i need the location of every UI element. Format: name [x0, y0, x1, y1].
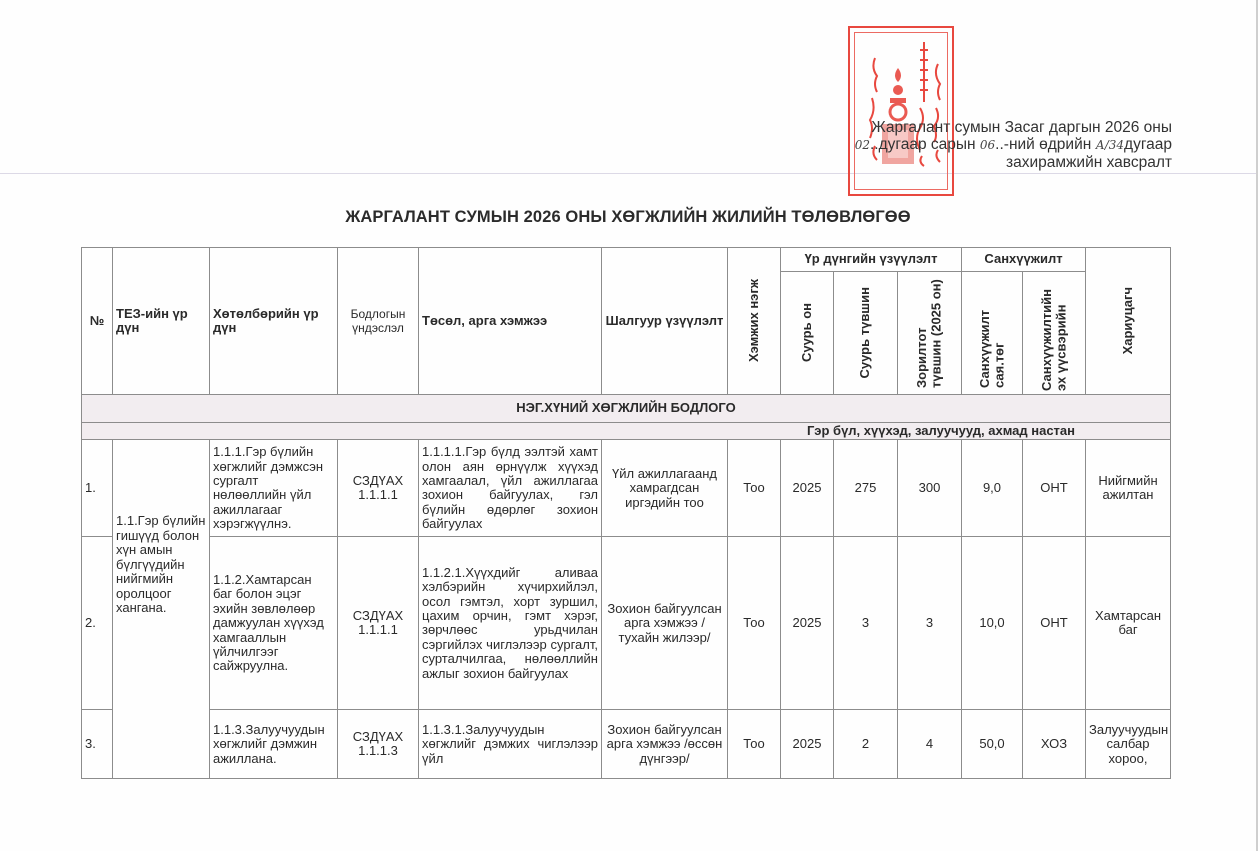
cell-tez-result: 1.1.Гэр бүлийн гишүүд болон хүн амын бүлгүүдийн нийгмийн оролцоог хангана.	[113, 440, 210, 779]
cell-program-result: 1.1.1.Гэр бүлийн хөгжлийг дэмжсэн сургалт нөлөөллийн үйл ажиллагааг хэрэгжүүлнэ.	[210, 440, 338, 537]
table-row	[82, 440, 1171, 537]
header-row-1	[82, 248, 1171, 272]
col-header-base-level	[834, 272, 898, 395]
col-header-unit	[728, 248, 781, 395]
cell-criteria: Зохион байгуулсан арга хэмжээ /өссөн дүнгээр/	[602, 710, 728, 779]
cell-policy-basis: СЗДҮАХ 1.1.1.1	[338, 440, 419, 537]
appendix-line-2: 02..дугаар сарын 06..-ний өдрийн А/34дугаар	[854, 136, 1172, 153]
col-header-funding-amount	[962, 272, 1023, 395]
cell-responsible: Нийгмийн ажилтан	[1086, 440, 1171, 537]
cell-program-result: 1.1.3.Залуучуудын хөгжлийг дэмжин ажиллана.	[210, 710, 338, 779]
handwritten-order-number: А/34	[1095, 138, 1125, 152]
cell-criteria: Зохион байгуулсан арга хэмжээ /тухайн жилээр/	[602, 537, 728, 710]
cell-funding-source: ХОЗ	[1023, 710, 1086, 779]
cell-policy-basis: СЗДҮАХ 1.1.1.3	[338, 710, 419, 779]
cell-unit: Тоо	[728, 710, 781, 779]
appendix-line-1: Жаргалант сумын Засаг даргын 2026 оны	[871, 119, 1172, 136]
section-row	[82, 395, 1171, 423]
cell-base-year: 2025	[781, 537, 834, 710]
cell-base-level: 2	[834, 710, 898, 779]
cell-responsible: Залуучуудын салбар хороо,	[1086, 710, 1171, 779]
appendix-text: -ний өдрийн	[1003, 136, 1092, 153]
cell-base-level: 275	[834, 440, 898, 537]
col-header-responsible	[1086, 248, 1171, 395]
section-heading: НЭГ.ХҮНИЙ ХӨГЖЛИЙН БОДЛОГО	[82, 395, 1171, 423]
cell-base-year: 2025	[781, 710, 834, 779]
handwritten-day: 02	[854, 138, 870, 152]
cell-responsible: Хамтарсан баг	[1086, 537, 1171, 710]
col-header-policy-basis: Бодлогын үндэслэл	[338, 248, 419, 395]
col-header-program-result: Хөтөлбөрийн үр дүн	[210, 248, 338, 395]
funding-amount-header-text: Санхүүжилт сая.төг	[976, 309, 1006, 388]
cell-project-measure: 1.1.3.1.Залуучуудын хөгжлийг дэмжих чиглэлээр үйл	[419, 710, 602, 779]
cell-unit: Тоо	[728, 440, 781, 537]
cell-base-year: 2025	[781, 440, 834, 537]
cell-no: 1.	[82, 440, 113, 537]
table-row	[82, 710, 1171, 779]
cell-base-level: 3	[834, 537, 898, 710]
cell-program-result: 1.1.2.Хамтарсан баг болон эцэг эхийн зөвлөлөөр дамжуулан хүүхэд хамгааллын үйлчилгээг сайжруулна.	[210, 537, 338, 710]
responsible-header-text: Хариуцагч	[1119, 287, 1135, 355]
appendix-reference	[855, 119, 1172, 171]
col-header-base-year	[781, 272, 834, 395]
table-row	[82, 537, 1171, 710]
col-header-project-measure: Төсөл, арга хэмжээ	[419, 248, 602, 395]
cell-no: 2.	[82, 537, 113, 710]
development-plan-table	[81, 247, 1171, 779]
appendix-text: дугаар	[1124, 136, 1172, 153]
col-header-criteria: Шалгуур үзүүлэлт	[602, 248, 728, 395]
cell-project-measure: 1.1.2.1.Хүүхдийг аливаа хэлбэрийн хүчирхийлэл, осол гэмтэл, хорт зуршил, цахим орчин, гэмт хэрэг, зөрчлөөс урьдчилан сэргийлэх чиглэлээр сургалт, сурталчилгаа, нөлөөллийн ажлыг зохион байгуулах	[419, 537, 602, 710]
header-divider	[0, 173, 1256, 174]
cell-target-level: 300	[898, 440, 962, 537]
cell-target-level: 4	[898, 710, 962, 779]
cell-criteria: Үйл ажиллагаанд хамрагдсан иргэдийн тоо	[602, 440, 728, 537]
cell-funding-source: ОНТ	[1023, 537, 1086, 710]
cell-no: 3.	[82, 710, 113, 779]
base-year-header-text: Суурь он	[798, 303, 814, 363]
cell-funding-source: ОНТ	[1023, 440, 1086, 537]
subsection-heading: Гэр бүл, хүүхэд, залуучууд, ахмад настан	[82, 423, 1171, 440]
handwritten-month-day: 06	[979, 138, 996, 152]
appendix-text: дугаар сарын	[878, 136, 976, 153]
cell-funding-amount: 9,0	[962, 440, 1023, 537]
unit-header-text: Хэмжих нэгж	[745, 279, 761, 363]
group-header-outcome: Үр дүнгийн үзүүлэлт	[781, 248, 962, 272]
target-level-header-text: Зорилтот түвшин (2025 он)	[914, 279, 944, 388]
soyombo-emblem-icon	[850, 28, 956, 198]
cell-policy-basis: СЗДҮАХ 1.1.1.1	[338, 537, 419, 710]
col-header-target-level	[898, 272, 962, 395]
subsection-row	[82, 423, 1171, 440]
base-level-header-text: Суурь түвшин	[857, 287, 873, 379]
document-title: ЖАРГАЛАНТ СУМЫН 2026 ОНЫ ХӨГЖЛИЙН ЖИЛИЙН ТӨЛӨВЛӨГӨӨ	[345, 208, 911, 226]
cell-funding-amount: 10,0	[962, 537, 1023, 710]
group-header-funding: Санхүүжилт	[962, 248, 1086, 272]
cell-project-measure: 1.1.1.1.Гэр бүлд ээлтэй хамт олон аян өрнүүлж хүүхэд хамгаалал, үйл ажиллагаа зохион байгуулах, гэл бүлийн өдөрлөг зохион байгуулах	[419, 440, 602, 537]
col-header-tez-result: ТЕЗ-ийн үр дүн	[113, 248, 210, 395]
cell-unit: Тоо	[728, 537, 781, 710]
appendix-line-3: захирамжийн хавсралт	[1006, 154, 1172, 171]
col-header-no: №	[82, 248, 113, 395]
col-header-funding-source	[1023, 272, 1086, 395]
funding-source-header-text: Санхүүжилтийн эх үүсвэрийн	[1038, 289, 1068, 391]
cell-funding-amount: 50,0	[962, 710, 1023, 779]
cell-target-level: 3	[898, 537, 962, 710]
